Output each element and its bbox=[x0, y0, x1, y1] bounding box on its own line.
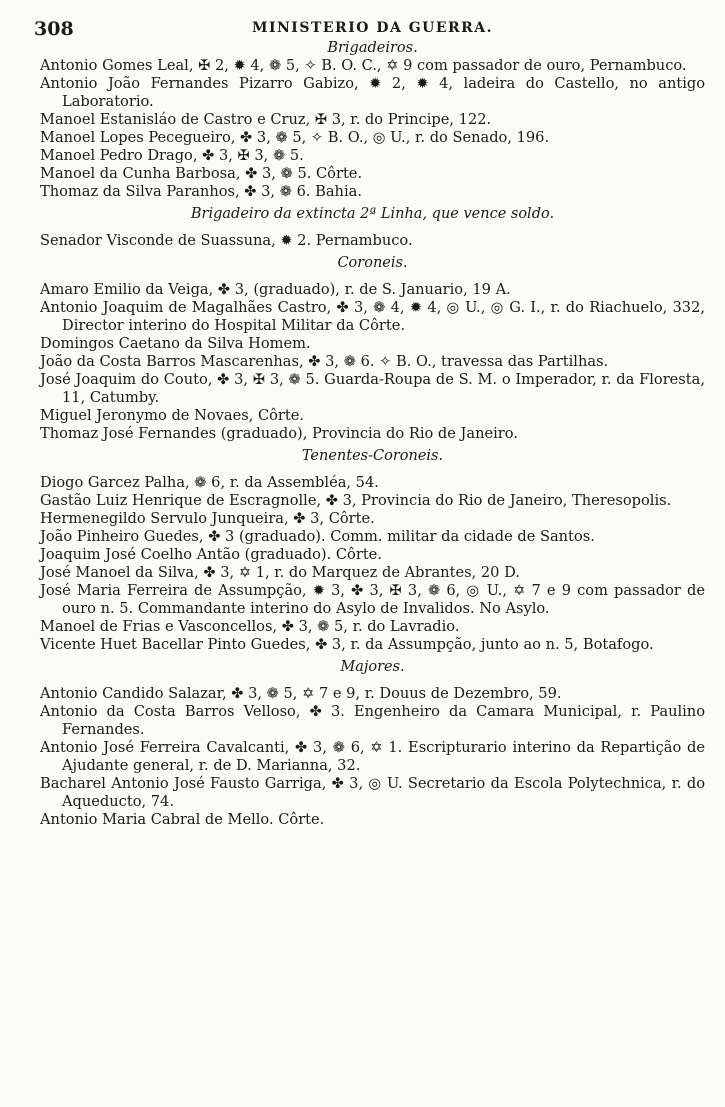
section-heading: Tenentes-Coroneis. bbox=[301, 448, 444, 464]
roster-entry: Hermenegildo Servulo Junqueira, ✤ 3, Côrte. bbox=[40, 510, 375, 527]
roster-entry: Thomaz da Silva Paranhos, ✤ 3, ❁ 6. Bahia. bbox=[40, 183, 362, 200]
page-number: 308 bbox=[34, 18, 74, 40]
roster-entry: Manoel Pedro Drago, ✤ 3, ✠ 3, ❁ 5. bbox=[40, 147, 304, 164]
roster-entry: Thomaz José Fernandes (graduado), Provincia do Rio de Janeiro. bbox=[40, 425, 518, 442]
roster-entry: Bacharel Antonio José Fausto Garriga, ✤ 3, ◎ U. Secretario da Escola Polytechnica, r. do Aqueducto, 74. bbox=[40, 775, 705, 810]
roster-entry: Antonio da Costa Barros Velloso, ✤ 3. Engenheiro da Camara Municipal, r. Paulino Fernandes. bbox=[40, 703, 705, 738]
section-heading: Coroneis. bbox=[337, 255, 408, 271]
roster-entry: Diogo Garcez Palha, ❁ 6, r. da Assembléa, 54. bbox=[40, 474, 379, 491]
section bbox=[40, 206, 705, 250]
roster-entry: José Manoel da Silva, ✤ 3, ✡ 1, r. do Marquez de Abrantes, 20 D. bbox=[40, 564, 520, 581]
roster-entry: Joaquim José Coelho Antão (graduado). Côrte. bbox=[40, 546, 382, 563]
roster-entry: Antonio José Ferreira Cavalcanti, ✤ 3, ❁ 6, ✡ 1. Escripturario interino da Repartição de Ajudante general, r. de D. Marianna, 32. bbox=[40, 739, 705, 774]
roster-entry: Senador Visconde de Suassuna, ✹ 2. Pernambuco. bbox=[40, 232, 413, 249]
roster-entry: João da Costa Barros Mascarenhas, ✤ 3, ❁ 6. ✧ B. O., travessa das Partilhas. bbox=[40, 353, 609, 370]
section-heading: Majores. bbox=[340, 659, 405, 675]
roster-entry: Antonio Candido Salazar, ✤ 3, ❁ 5, ✡ 7 e 9, r. Douus de Dezembro, 59. bbox=[40, 685, 562, 702]
section-heading: Brigadeiros. bbox=[327, 40, 418, 56]
roster-entry: Antonio Gomes Leal, ✠ 2, ✹ 4, ❁ 5, ✧ B. O. C., ✡ 9 com passador de ouro, Pernambuco. bbox=[40, 57, 687, 74]
roster-entry: Antonio João Fernandes Pizarro Gabizo, ✹ 2, ✹ 4, ladeira do Castello, no antigo Laboratorio. bbox=[40, 75, 705, 110]
roster-entry: Antonio Maria Cabral de Mello. Côrte. bbox=[40, 811, 325, 828]
roster-entry: Manoel Lopes Pecegueiro, ✤ 3, ❁ 5, ✧ B. O., ◎ U., r. do Senado, 196. bbox=[40, 129, 550, 146]
roster-entry: Antonio Joaquim de Magalhães Castro, ✤ 3, ❁ 4, ✹ 4, ◎ U., ◎ G. I., r. do Riachuelo, 332, Director interino do Hospital Militar da Côrte. bbox=[40, 299, 705, 334]
roster-entry: Manoel Estanisláo de Castro e Cruz, ✠ 3, r. do Principe, 122. bbox=[40, 111, 492, 128]
roster-entry: Manoel da Cunha Barbosa, ✤ 3, ❁ 5. Côrte. bbox=[40, 165, 363, 182]
running-title: MINISTERIO DA GUERRA. bbox=[251, 20, 494, 36]
page-header bbox=[34, 12, 705, 40]
roster-entry: Gastão Luiz Henrique de Escragnolle, ✤ 3, Provincia do Rio de Janeiro, Theresopolis. bbox=[40, 492, 672, 509]
roster-entry: Manoel de Frias e Vasconcellos, ✤ 3, ❁ 5, r. do Lavradio. bbox=[40, 618, 460, 635]
section bbox=[40, 448, 705, 654]
roster-entry: Domingos Caetano da Silva Homem. bbox=[40, 335, 311, 352]
sections-container bbox=[40, 40, 705, 829]
roster-entry: Miguel Jeronymo de Novaes, Côrte. bbox=[40, 407, 305, 424]
section bbox=[40, 255, 705, 443]
roster-entry: José Maria Ferreira de Assumpção, ✹ 3, ✤ 3, ✠ 3, ❁ 6, ◎ U., ✡ 7 e 9 com passador de ouro n. 5. Commandante interino do Asylo de Invalidos. No Asylo. bbox=[40, 582, 705, 617]
section bbox=[40, 659, 705, 829]
roster-entry: José Joaquim do Couto, ✤ 3, ✠ 3, ❁ 5. Guarda-Roupa de S. M. o Imperador, r. da Floresta, 11, Catumby. bbox=[40, 371, 705, 406]
roster-entry: Vicente Huet Bacellar Pinto Guedes, ✤ 3, r. da Assumpção, junto ao n. 5, Botafogo. bbox=[40, 636, 654, 653]
section-heading: Brigadeiro da extincta 2ª Linha, que vence soldo. bbox=[190, 206, 555, 222]
roster-entry: João Pinheiro Guedes, ✤ 3 (graduado). Comm. militar da cidade de Santos. bbox=[40, 528, 595, 545]
roster-entry: Amaro Emilio da Veiga, ✤ 3, (graduado), r. de S. Januario, 19 A. bbox=[40, 281, 511, 298]
section bbox=[40, 40, 705, 201]
